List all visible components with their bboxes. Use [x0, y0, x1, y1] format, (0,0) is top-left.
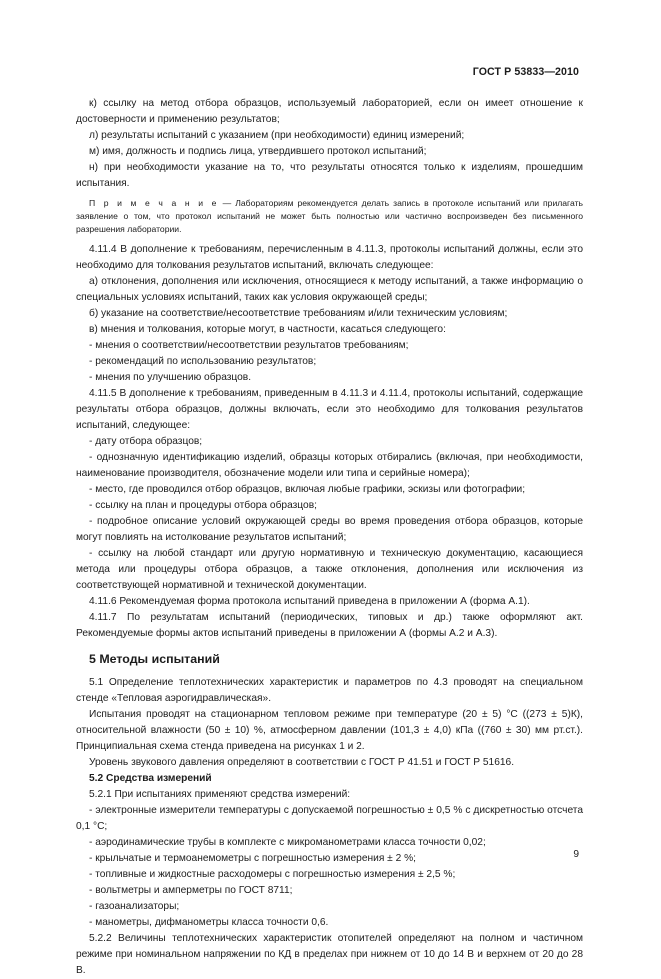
- list-item: а) отклонения, дополнения или исключения, относящиеся к методу испытаний, а также информацию о специальных условиях испытаний, таких как условия окружающей среды;: [76, 276, 583, 303]
- clause-4-11-4: 4.11.4 В дополнение к требованиям, перечисленным в 4.11.3, протоколы испытаний должны, если это необходимо для толкования результатов испытаний, включать следующее:: [76, 244, 583, 271]
- list-item: - манометры, дифманометры класса точности 0,6.: [89, 917, 329, 928]
- list-item: б) указание на соответствие/несоответствие требованиям и/или техническим условиям;: [89, 308, 508, 319]
- clause-5-1: 5.1 Определение теплотехнических характеристик и параметров по 4.3 проводят на специальном стенде «Тепловая аэрогидравлическая».: [76, 677, 583, 704]
- page-content: [76, 96, 583, 979]
- note-paragraph: [76, 197, 583, 236]
- list-item: - топливные и жидкостные расходомеры с погрешностью измерения ± 2,5 %;: [89, 869, 456, 880]
- noise-paragraph: Уровень звукового давления определяют в соответствии с ГОСТ Р 41.51 и ГОСТ Р 51616.: [89, 757, 515, 768]
- list-item: - мнения по улучшению образцов.: [89, 372, 252, 383]
- list-item: - ссылку на план и процедуры отбора образцов;: [89, 500, 317, 511]
- clause-4-11-5: 4.11.5 В дополнение к требованиям, приведенным в 4.11.3 и 4.11.4, протоколы испытаний, содержащие результаты отбора образцов, должны включать, если это необходимо для толкования результатов испытаний, следующее:: [76, 388, 583, 431]
- note-label: П р и м е ч а н и е: [89, 198, 219, 208]
- note-text: — Лабораториям рекомендуется делать запись в протоколе испытаний или прилагать заявление о том, что протокол испытаний не может быть полностью или частично воспроизведен без письменного разрешения лаборатории.: [76, 198, 583, 234]
- list-item: - аэродинамические трубы в комплекте с микроманометрами класса точности 0,02;: [89, 837, 486, 848]
- list-item: - мнения о соответствии/несоответствии результатов требованиям;: [89, 340, 409, 351]
- standard-header: ГОСТ Р 53833—2010: [472, 66, 579, 78]
- list-item: - электронные измерители температуры с допускаемой погрешностью ± 0,5 % с дискретностью отсчета 0,1 °С;: [76, 805, 583, 832]
- subsection-5-2-heading: 5.2 Средства измерений: [89, 773, 212, 784]
- list-item: - газоанализаторы;: [89, 901, 180, 912]
- list-item: к) ссылку на метод отбора образцов, используемый лабораторией, если он имеет отношение к достоверности и применению результатов;: [76, 98, 583, 125]
- list-item: н) при необходимости указание на то, что результаты относятся только к изделиям, прошедшим испытания.: [76, 162, 583, 189]
- list-item: - вольтметры и амперметры по ГОСТ 8711;: [89, 885, 293, 896]
- section-5-heading: 5 Методы испытаний: [89, 652, 220, 666]
- list-item: - однозначную идентификацию изделий, образцы которых отбирались (включая, при необходимости, наименование производителя, обозначение модели или типа и серийные номера);: [76, 452, 583, 479]
- clause-5-2-1: 5.2.1 При испытаниях применяют средства измерений:: [89, 789, 351, 800]
- page-number: 9: [573, 849, 579, 860]
- clause-4-11-6: 4.11.6 Рекомендуемая форма протокола испытаний приведена в приложении А (форма А.1).: [89, 596, 530, 607]
- list-item: - дату отбора образцов;: [89, 436, 203, 447]
- list-item: в) мнения и толкования, которые могут, в частности, касаться следующего:: [89, 324, 446, 335]
- list-item: л) результаты испытаний с указанием (при необходимости) единиц измерений;: [89, 130, 465, 141]
- test-conditions-paragraph: Испытания проводят на стационарном тепловом режиме при температуре (20 ± 5) °С ((273 ± 5)К), относительной влажности (50 ± 10) %, атмосферном давлении (101,3 ± 4,0) кПа ((760 ± 30) мм рт.ст.). Принципиальная схема стенда приведена на рисунках 1 и 2.: [76, 709, 583, 752]
- list-item: - крыльчатые и термоанемометры с погрешностью измерения ± 2 %;: [89, 853, 416, 864]
- clause-5-2-2: 5.2.2 Величины теплотехнических характеристик отопителей определяют на полном и частичном режиме при номинальном напряжении по КД в пределах при нижнем от 10 до 14 В и верхнем от 20 до 28 В.: [76, 933, 583, 976]
- list-item: - подробное описание условий окружающей среды во время проведения отбора образцов, которые могут повлиять на истолкование результатов испытаний;: [76, 516, 583, 543]
- list-item: м) имя, должность и подпись лица, утвердившего протокол испытаний;: [89, 146, 427, 157]
- clause-4-11-7: 4.11.7 По результатам испытаний (периодических, типовых и др.) также оформляют акт. Рекомендуемые формы актов испытаний приведены в приложении А (формы А.2 и А.3).: [76, 612, 583, 639]
- list-item: - рекомендаций по использованию результатов;: [89, 356, 317, 367]
- list-item: - ссылку на любой стандарт или другую нормативную и техническую документацию, касающиеся метода или процедуры отбора образцов, а также отклонения, дополнения или исключения из соответствующей нормативной и технической документации.: [76, 548, 583, 591]
- list-item: - место, где проводился отбор образцов, включая любые графики, эскизы или фотографии;: [89, 484, 526, 495]
